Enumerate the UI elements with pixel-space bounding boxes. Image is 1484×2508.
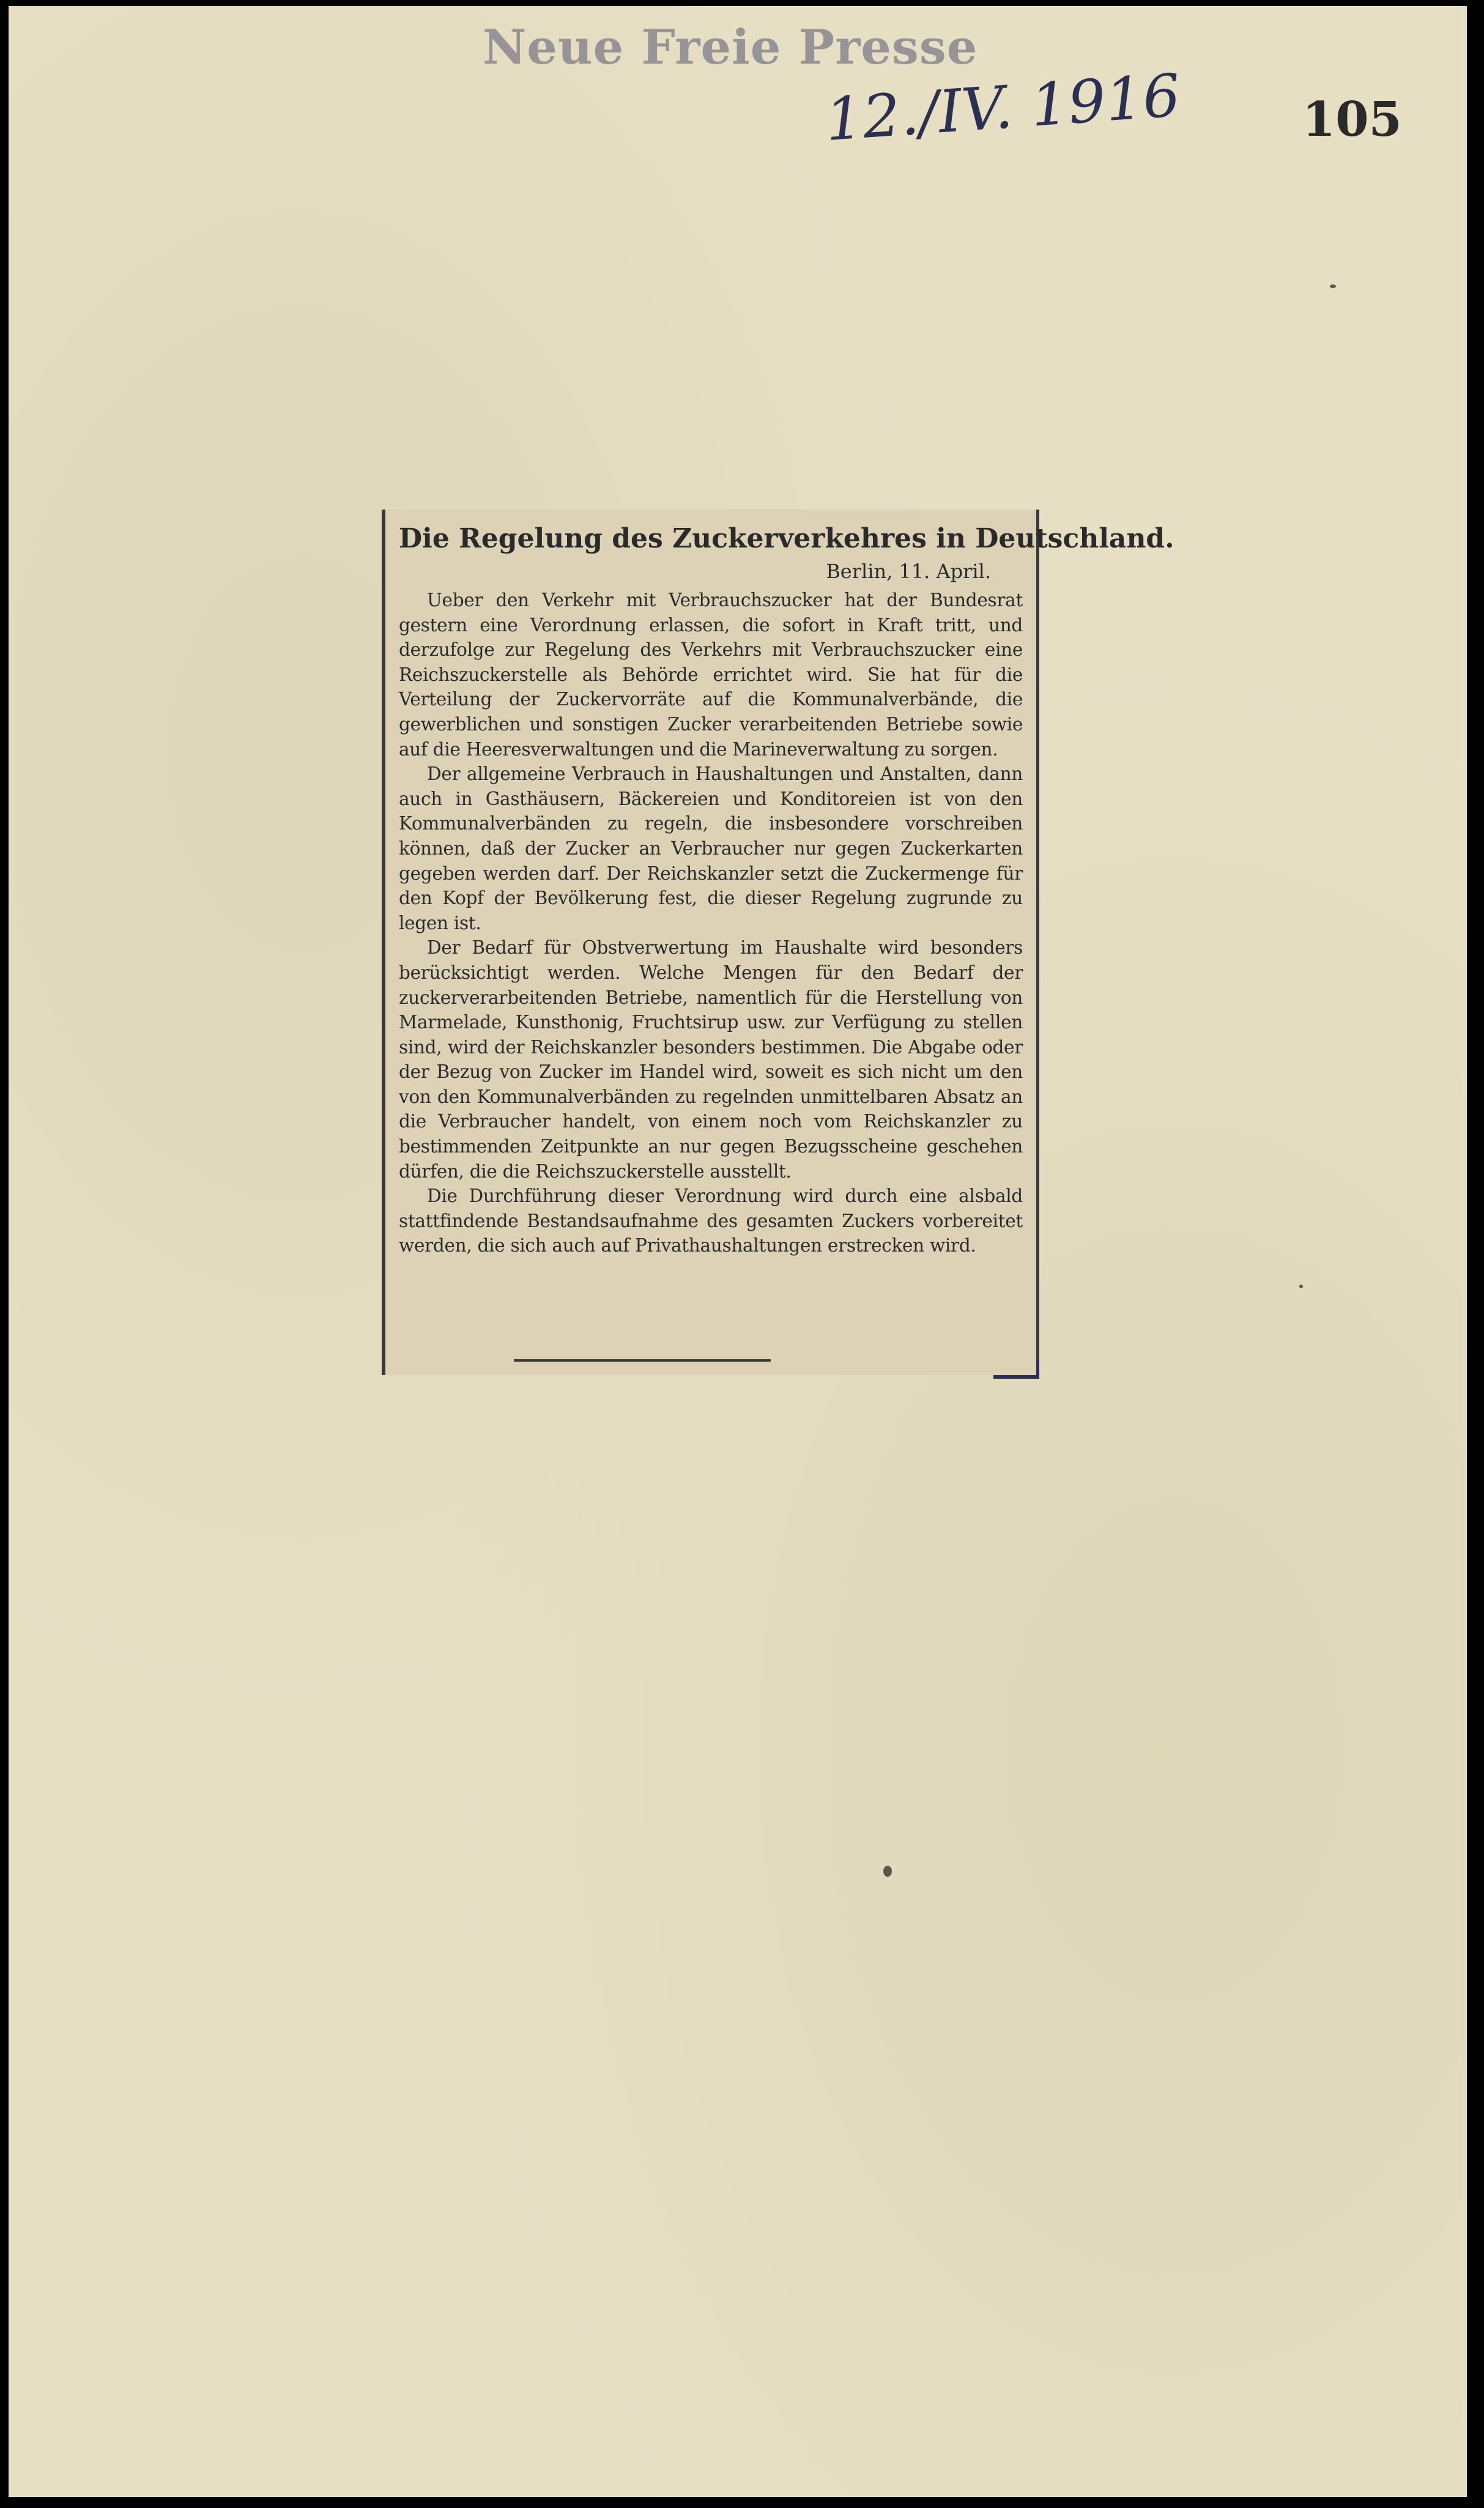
- article-title: Die Regelung des Zuckerverkehres in Deutschland.: [399, 523, 1174, 554]
- newspaper-clipping: [382, 510, 1174, 1375]
- page-number: 105: [1302, 92, 1402, 147]
- article-paragraph: Der Bedarf für Obstverwertung im Haushalte wird besonders berücksichtigt werden. Welche Mengen für den Bedarf der zuckerverarbeitenden Betriebe, namentlich für die Herstellung von Marmelade, Kunsthonig, Fruchtsirup usw. zur Verfügung zu stellen sind, wird der Reichskanzler besonders bestimmen. Die Abgabe oder der Bezug von Zucker im Handel wird, soweit es sich nicht um den von den Kommunalverbänden zu regelnden unmittelbaren Absatz an die Verbraucher handelt, von einem noch vom Reichskanzler zu bestimmenden Zeitpunkte an nur gegen Bezugsscheine geschehen dürfen, die die Reichszuckerstelle ausstellt.: [399, 937, 1023, 1182]
- closing-rule: [514, 1359, 771, 1362]
- ink-corner-mark: [993, 1362, 1039, 1379]
- article-paragraph: Ueber den Verkehr mit Verbrauchszucker hat der Bundesrat gestern eine Verordnung erlassen, die sofort in Kraft tritt, und derzufolge zur Regelung des Verkehrs mit Verbrauchszucker eine Reichszuckerstelle als Behörde errichtet wird. Sie hat für die Verteilung der Zuckervorräte auf die Kommunalverbände, die gewerblichen und sonstigen Zucker verarbeitenden Betriebe sowie auf die Heeresverwaltungen und die Marineverwaltung zu sorgen.: [399, 590, 1023, 760]
- paper-speck: [1330, 284, 1336, 288]
- article-paragraph: Die Durchführung dieser Verordnung wird durch eine alsbald stattfindende Bestandsaufnahme des gesamten Zuckers vorbereitet werden, die sich auch auf Privathaushaltungen erstrecken wird.: [399, 1185, 1023, 1256]
- handwritten-date: 12./IV. 1916: [823, 61, 1183, 155]
- archive-sheet: [9, 6, 1467, 2497]
- paper-speck: [1299, 1285, 1303, 1288]
- newspaper-stamp: Neue Freie Presse: [483, 20, 978, 75]
- paper-speck: [883, 1866, 892, 1877]
- article-paragraph: Der allgemeine Verbrauch in Haushaltungen und Anstalten, dann auch in Gasthäusern, Bäckereien und Konditoreien ist von den Kommunalverbänden zu regeln, die insbesondere vorschreiben können, daß der Zucker an Verbraucher nur gegen Zuckerkarten gegeben werden darf. Der Reichskanzler setzt die Zuckermenge für den Kopf der Bevölkerung fest, die dieser Regelung zugrunde zu legen ist.: [399, 763, 1023, 933]
- article-dateline: Berlin, 11. April.: [826, 560, 991, 583]
